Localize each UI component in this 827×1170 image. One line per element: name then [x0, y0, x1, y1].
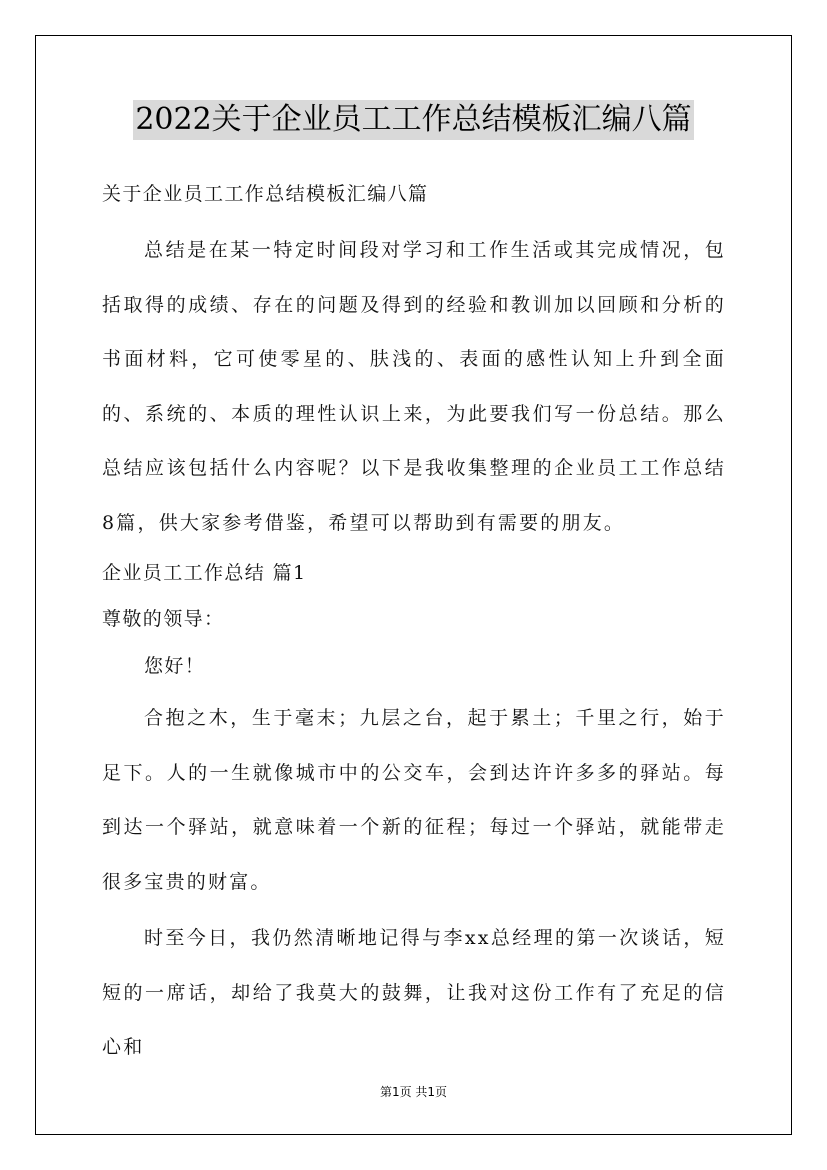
body-paragraph-2: 时至今日，我仍然清晰地记得与李xx总经理的第一次谈话，短短的一席话，却给了我莫大的鼓舞，让我对这份工作有了充足的信心和 [102, 927, 726, 1058]
salutation: 尊敬的领导： [102, 608, 225, 630]
document-subtitle: 关于企业员工工作总结模板汇编八篇 [102, 183, 429, 205]
page-footer: 第1页 共1页 [379, 1085, 448, 1099]
title-container [0, 100, 827, 140]
intro-paragraph: 总结是在某一特定时间段对学习和工作生活或其完成情况，包括取得的成绩、存在的问题及得到的经验和教训加以回顾和分析的书面材料，它可使零星的、肤浅的、表面的感性认知上升到全面的、系统的、本质的理性认识上来，为此要我们写一份总结。那么总结应该包括什么内容呢？以下是我收集整理的企业员工工作总结8篇，供大家参考借鉴，希望可以帮助到有需要的朋友。 [102, 239, 726, 534]
greeting: 您好！ [144, 655, 206, 677]
section-heading: 企业员工工作总结 篇1 [102, 562, 307, 584]
document-body [102, 172, 726, 1075]
document-title: 2022关于企业员工工作总结模板汇编八篇 [133, 100, 693, 140]
body-paragraph-1: 合抱之木，生于毫末；九层之台，起于累土；千里之行，始于足下。人的一生就像城市中的公交车，会到达许许多多的驿站。每到达一个驿站，就意味着一个新的征程；每过一个驿站，就能带走很多宝贵的财富。 [102, 707, 726, 893]
